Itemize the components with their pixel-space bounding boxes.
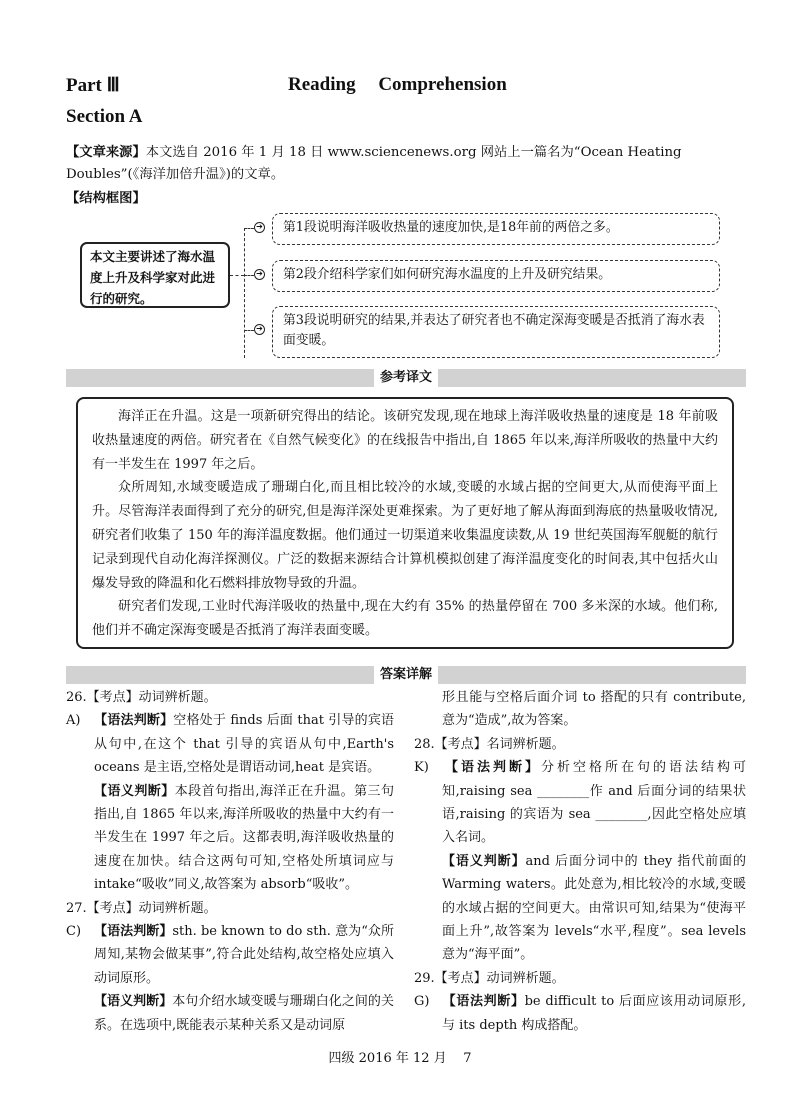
section-band [66,666,746,684]
q29-title: 29.【考点】动词辨析题。 [414,970,565,986]
connector-line [244,330,254,331]
arrow-circle-icon: ➔ [254,324,265,335]
answers-right-column [414,686,746,1037]
answers-left-column [66,686,394,1037]
page-title: Reading Comprehension [288,74,507,95]
translation-heading: 参考译文 [374,368,438,388]
paragraph-2-summary: 第2段介绍科学家们如何研究海水温度的上升及研究结果。 [272,260,720,292]
summary-box: 本文主要讲述了海水温度上升及科学家对此进行的研究。 [80,242,230,308]
answers-heading: 答案详解 [374,665,438,685]
q28-grammar: K) 【语法判断】分析空格所在句的语法结构可知,raising sea ________作 and 后面分词的结果状语,raising 的宾语为 sea ________,因此空格处应填入名词。 [414,756,746,850]
source-label: 【文章来源】 [66,145,146,160]
q28-title: 28.【考点】名词辨析题。 [414,736,565,752]
section-band [66,369,746,387]
article-source [66,142,746,186]
q26-letter: A) [66,713,81,729]
q26-grammar: A) 【语法判断】空格处于 finds 后面 that 引导的宾语从句中,在这个 that 引导的宾语从句中,Earth's oceans 是主语,空格处是谓语动词,heat 是宾语。 [66,709,394,779]
source-text: 本文选自 2016 年 1 月 18 日 www.sciencenews.org 网站上一篇名为“Ocean Heating Doubles”(《海洋加倍升温》)的文章。 [66,145,682,182]
connector-line [244,228,245,358]
q27-letter: C) [66,924,82,940]
connector-line [230,275,244,276]
translation-paragraph: 研究者们发现,工业时代海洋吸收的热量中,现在大约有 35% 的热量停留在 700 多米深的水域。他们称,他们并不确定深海变暖是否抵消了海洋表面变暖。 [92,599,718,639]
section-label: Section A [66,106,143,127]
q29-letter: G) [414,994,430,1010]
paragraph-1-summary: 第1段说明海洋吸收热量的速度加快,是18年前的两倍之多。 [272,213,720,245]
connector-line [244,228,254,229]
translation-box [76,397,734,649]
arrow-circle-icon: ➔ [254,222,265,233]
q28-meaning: 【语义判断】and 后面分词中的 they 指代前面的 Warming waters。此处意为,相比较冷的水域,变暖的水域占据的空间更大。由常识可知,结果为“使海平面上升”,故答案为 levels“水平,程度”。sea levels 意为“海平面”。 [442,853,746,963]
connector-line [244,275,254,276]
arrow-circle-icon: ➔ [254,269,265,280]
translation-paragraph: 海洋正在升温。这是一项新研究得出的结论。该研究发现,现在地球上海洋吸收热量的速度是 18 年前吸收热量速度的两倍。研究者在《自然气候变化》的在线报告中指出,自 1865 年以来,海洋所吸收的热量中大约有一半发生在 1997 年之后。 [92,409,718,472]
q27-meaning: 【语义判断】本句介绍水域变暖与珊瑚白化之间的关系。在选项中,既能表示某种关系又是动词原 [94,994,394,1033]
translation-paragraph: 众所周知,水域变暖造成了珊瑚白化,而且相比较冷的水域,变暖的水域占据的空间更大,从而使海平面上升。尽管海洋表面得到了充分的研究,但是海洋深处更难探索。为了更好地了解从海面到海底的热量吸收情况,研究者们收集了 150 年的海洋温度数据。他们通过一切渠道来收集温度读数,从 19 世纪英国海军舰艇的航行记录到现代自动化海洋探测仪。广泛的数据来源结合计算机模拟创建了海洋温度变化的时间表,其中包括火山爆发导致的降温和化石燃料排放物导致的升温。 [92,480,718,591]
part-label: Part Ⅲ [66,75,120,96]
q27-title: 27.【考点】动词辨析题。 [66,900,217,916]
q27-meaning-continued: 形且能与空格后面介词 to 搭配的只有 contribute,意为“造成”,故为答案。 [442,690,746,729]
q27-grammar: C) 【语法判断】sth. be known to do sth. 意为“众所周知,某物会做某事”,符合此处结构,故空格处应填入动词原形。 [66,920,394,990]
paragraph-3-summary: 第3段说明研究的结果,并表达了研究者也不确定深海变暖是否抵消了海水表面变暖。 [272,306,720,358]
framework-label: 【结构框图】 [66,191,146,206]
q26-title: 26.【考点】动词辨析题。 [66,690,217,705]
footer-text: 四级 2016 年 12 月 [328,1051,447,1066]
page-number: 7 [463,1051,472,1066]
page-footer [0,1047,800,1066]
q28-letter: K) [414,760,429,776]
q26-meaning: 【语义判断】本段首句指出,海洋正在升温。第三句指出,自 1865 年以来,海洋所吸收的热量中大约有一半发生在 1997 年之后。这都表明,海洋吸收热量的速度在加快。结合这两句可知,空格处所填词应与 intake“吸收”同义,故答案为 absorb“吸收”。 [94,783,394,893]
q29-grammar: G) 【语法判断】be difficult to 后面应该用动词原形,与 its depth 构成搭配。 [414,990,746,1037]
